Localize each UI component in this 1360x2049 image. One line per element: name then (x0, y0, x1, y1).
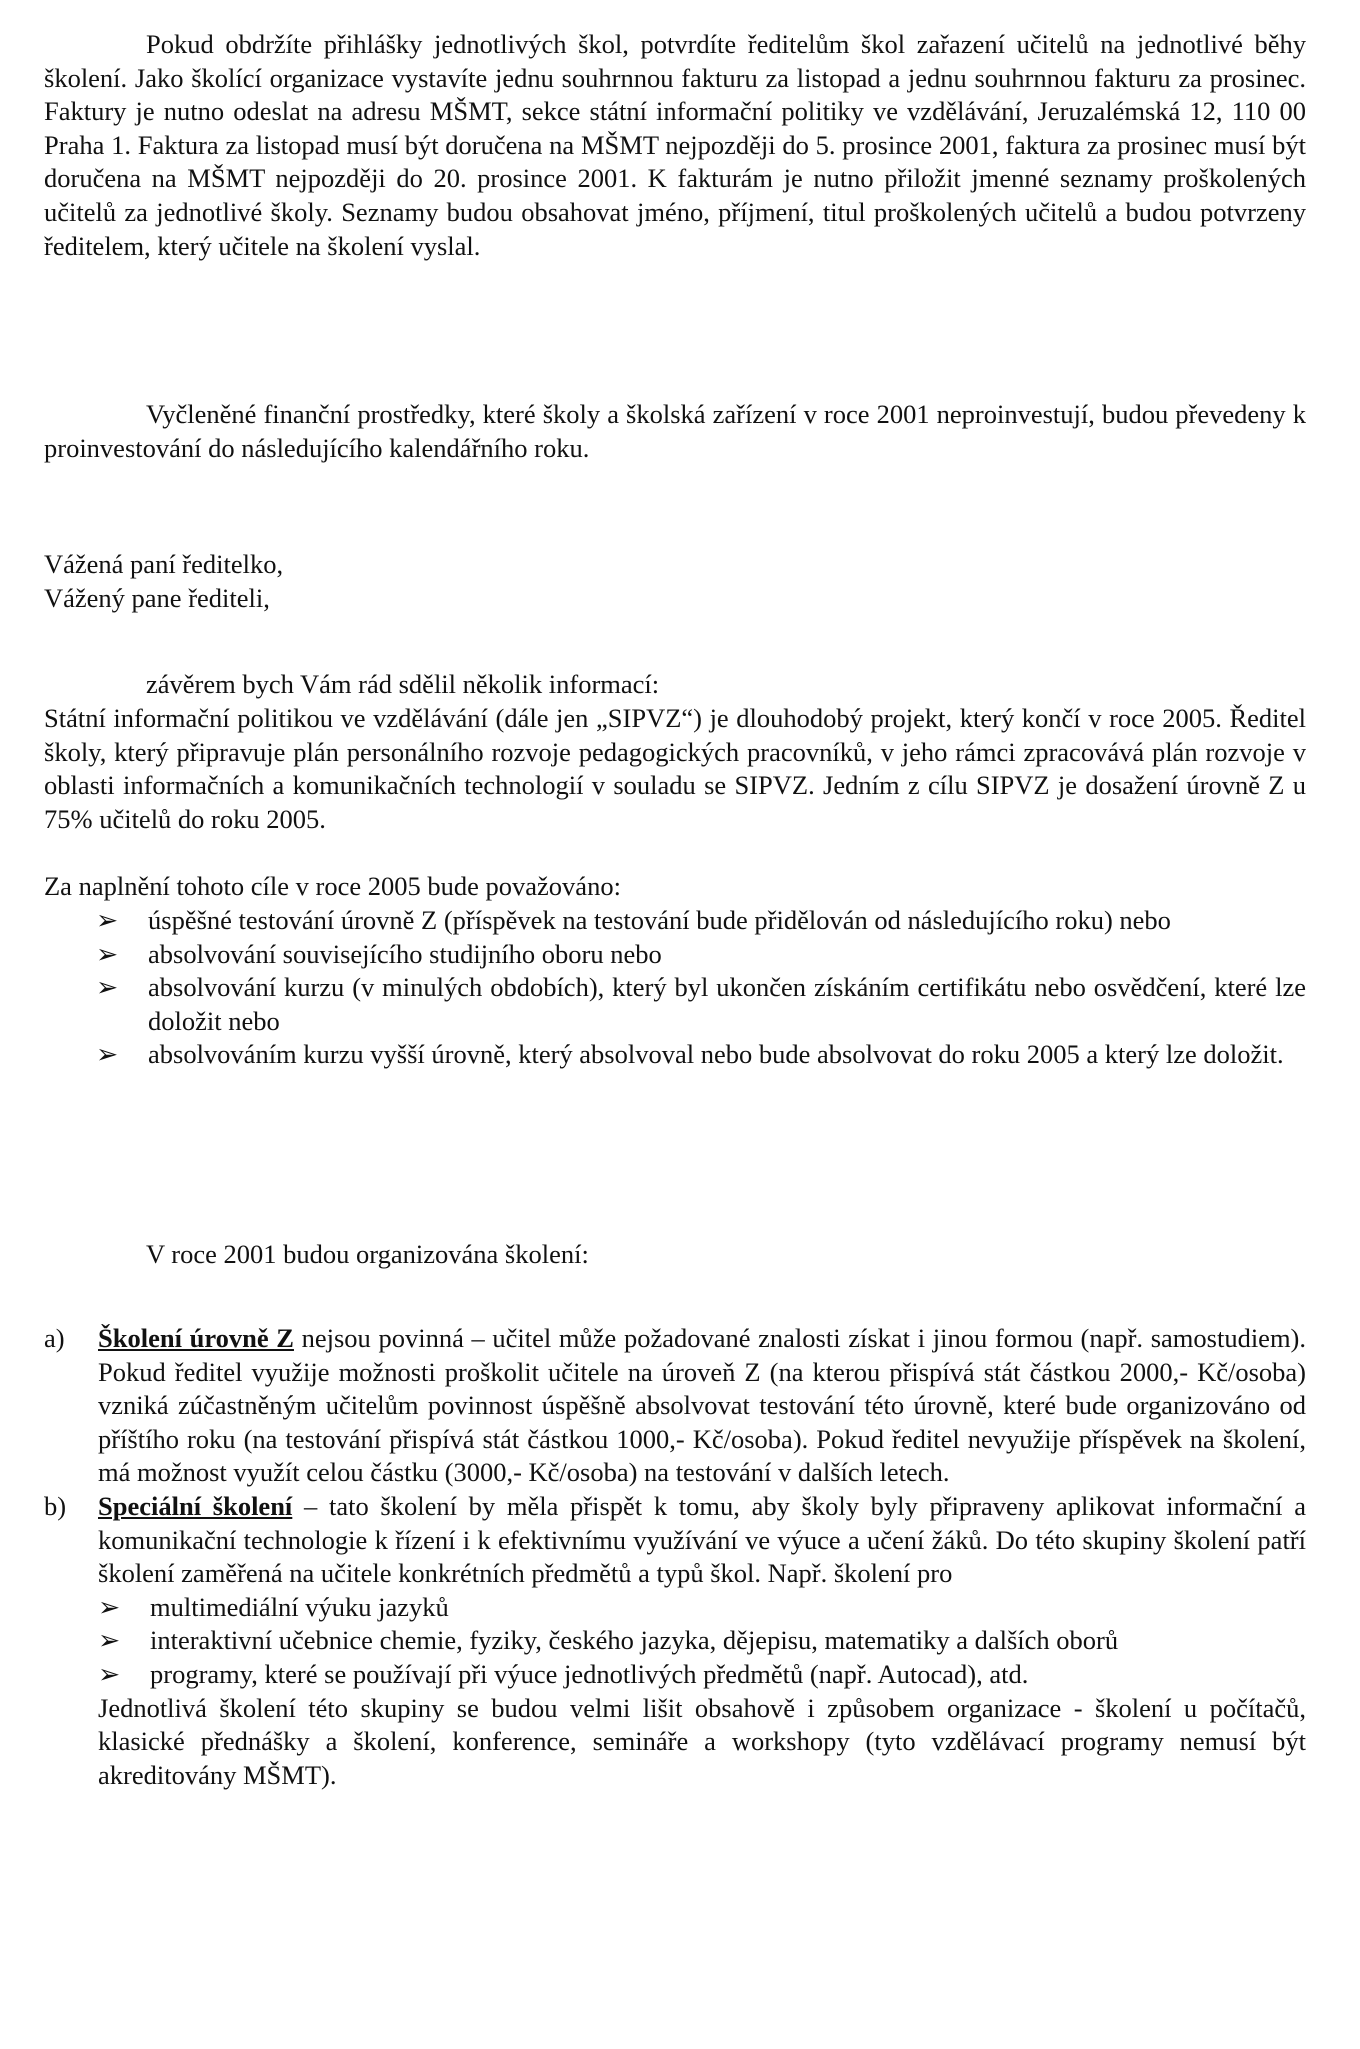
list-intro: Za naplnění tohoto cíle v roce 2005 bude považováno: (44, 871, 621, 901)
paragraph-text: Vyčleněné finanční prostředky, které školy a školská zařízení v roce 2001 neproinvestují, budou převedeny k proinvestování do následujícího kalendářního roku. (44, 399, 1306, 463)
item-body (98, 1490, 1306, 1792)
list-item-text: multimediální výuku jazyků (150, 1591, 449, 1622)
arrow-bullet-icon: ➢ (96, 1039, 119, 1070)
item-body (98, 1322, 1306, 1490)
item-marker: a) (44, 1323, 65, 1353)
salutation-female: Vážená paní ředitelko, (44, 549, 284, 579)
arrow-bullet-icon: ➢ (98, 1591, 121, 1622)
paragraph-text: Pokud obdržíte přihlášky jednotlivých škol, potvrdíte ředitelům škol zařazení učitelů na jednotlivé běhy školení. Jako školící organizace vystavíte jednu souhrnnou fakturu za listopad a jednu souhrnnou fakturu za prosinec. Faktury je nutno odeslat na adresu MŠMT, sekce státní informační politiky ve vzdělávání, Jeruzalémská 12, 110 00 Praha 1. Faktura za listopad musí být doručena na MŠMT nejpozději do 5. prosince 2001, faktura za prosinec musí být doručena na MŠMT nejpozději do 20. prosince 2001. K fakturám je nutno přiložit jmenné seznamy proškolených učitelů za jednotlivé školy. Seznamy budou obsahovat jméno, příjmení, titul proškolených učitelů a budou potvrzeny ředitelem, který učitele na školení vyslal. (44, 29, 1306, 261)
list-item (98, 1658, 1306, 1692)
list-item (96, 904, 1306, 938)
list-item (96, 1038, 1306, 1072)
intro-line: závěrem bych Vám rád sdělil několik informací: (146, 669, 660, 699)
criteria-list (96, 904, 1306, 1072)
item-marker: b) (44, 1490, 67, 1521)
salutation-male: Vážený pane řediteli, (44, 583, 270, 613)
paragraph-invoicing (44, 28, 1306, 263)
arrow-bullet-icon: ➢ (98, 1658, 121, 1689)
paragraph-text: Státní informační politikou ve vzdělávání (dále jen „SIPVZ“) je dlouhodobý projekt, který končí v roce 2005. Ředitel školy, který připravuje plán personálního rozvoje pedagogických pracovníků, v jeho rámci zpracovává plán rozvoje v oblasti informačních a komunikačních technologií v souladu se SIPVZ. Jedním z cílu SIPVZ je dosažení úrovně Z u 75% učitelů do roku 2005. (44, 703, 1306, 834)
sub-list (98, 1591, 1306, 1692)
list-item (98, 1591, 1306, 1625)
trainings-list (44, 1322, 1306, 1792)
list-item-text: interaktivní učebnice chemie, fyziky, českého jazyka, dějepisu, matematiky a dalších oborů (150, 1625, 1119, 1656)
list-item-text: úspěšné testování úrovně Z (příspěvek na testování bude přidělován od následujícího roku) nebo (148, 905, 1171, 935)
list-item-text: absolvování souvisejícího studijního oboru nebo (148, 938, 662, 969)
item-closing-text: Jednotlivá školení této skupiny se budou velmi lišit obsahově i způsobem organizace - školení u počítačů, klasické přednášky a školení, konference, semináře a workshopy (tyto vzdělávací programy nemusí být akreditovány MŠMT). (98, 1692, 1306, 1790)
item-term: Školení úrovně Z (98, 1323, 294, 1353)
trainings-intro: V roce 2001 budou organizována školení: (146, 1239, 589, 1269)
arrow-bullet-icon: ➢ (96, 972, 119, 1003)
training-item-b (44, 1490, 1306, 1792)
item-term: Speciální školení (98, 1490, 293, 1521)
arrow-bullet-icon: ➢ (96, 905, 119, 935)
paragraph-sipvz (44, 702, 1306, 836)
list-item (98, 1624, 1306, 1658)
list-item (96, 938, 1306, 972)
list-item-text: absolvováním kurzu vyšší úrovně, který absolvoval nebo bude absolvovat do roku 2005 a který lze doložit. (148, 1039, 1284, 1070)
item-text: nejsou povinná – učitel může požadované znalosti získat i jinou formou (např. samostudiem). Pokud ředitel využije možnosti proškolit učitele na úroveň Z (na kterou přispívá stát částkou 2000,- Kč/osoba) vzniká zúčastněným učitelům povinnost úspěšně absolvovat testování této úrovně, které bude organizováno od příštího roku (na testování přispívá stát částkou 1000,- Kč/osoba). Pokud ředitel nevyužije příspěvek na školení, má možnost využít celou částku (3000,- Kč/osoba) na testování v dalších letech. (98, 1323, 1307, 1488)
paragraph-funds (44, 398, 1306, 465)
arrow-bullet-icon: ➢ (98, 1625, 121, 1656)
item-text: – tato školení by měla přispět k tomu, aby školy byly připraveny aplikovat informační a komunikační technologie k řízení i k efektivnímu využívání ve výuce a učení žáků. Do této skupiny školení patří školení zaměřená na učitele konkrétních předmětů a typů škol. Např. školení pro (98, 1490, 1307, 1589)
list-item-text: programy, které se používají při výuce jednotlivých předmětů (např. Autocad), atd. (150, 1658, 1029, 1689)
arrow-bullet-icon: ➢ (96, 938, 119, 969)
list-item-text: absolvování kurzu (v minulých obdobích), který byl ukončen získáním certifikátu nebo osvědčení, které lze doložit nebo (148, 972, 1306, 1036)
list-item (96, 971, 1306, 1038)
training-item-a (44, 1322, 1306, 1490)
